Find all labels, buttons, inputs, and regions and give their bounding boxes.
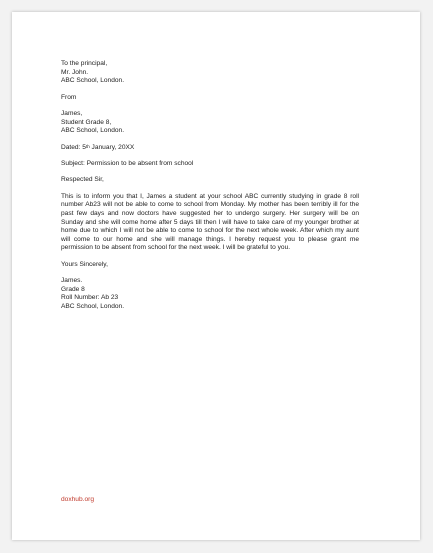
salutation: Respected Sir,: [61, 176, 104, 184]
signature-line-1: James.: [61, 277, 83, 285]
sender-line-3: ABC School, London.: [61, 127, 125, 135]
letter-page: [12, 12, 420, 540]
recipient-line-2: Mr. John.: [61, 68, 89, 76]
sender-line-2: Student Grade 8,: [61, 118, 112, 126]
date-prefix: Dated: 5: [61, 143, 86, 151]
subject-line: Subject: Permission to be absent from school: [61, 159, 194, 167]
recipient-line-1: To the principal,: [61, 60, 108, 67]
date-superscript: th: [85, 143, 90, 149]
footer-watermark: doxhub.org: [61, 496, 94, 503]
signature-line-3: Roll Number: Ab 23: [61, 294, 119, 302]
signature-line-4: ABC School, London.: [61, 302, 125, 310]
date-rest: January, 20XX: [89, 143, 135, 151]
from-label: From: [61, 93, 77, 101]
letter-body: This is to inform you that I, James a student at your school ABC currently studying in grade 8 roll number Ab23 will not be able to come to school from Monday. My mother has been terribly ill for the past few days and now doctors have suggested her to undergo surgery. Her surgery will be on Sunday and she will come home after 5 days till then I will have to take care of my younger brother at home due to which I will not be able to come to school for the next whole week. After which my aunt will come to our home and she will manage things. I hereby request you to please grant me permission to be absent from school for the next week. I will be grateful to you.: [61, 192, 359, 252]
closing: Yours Sincerely,: [61, 260, 108, 268]
sender-line-1: James,: [61, 109, 83, 117]
date-line: [61, 144, 359, 153]
signature-line-2: Grade 8: [61, 285, 85, 293]
recipient-line-3: ABC School, London.: [61, 77, 125, 85]
letter-content: [61, 60, 359, 311]
